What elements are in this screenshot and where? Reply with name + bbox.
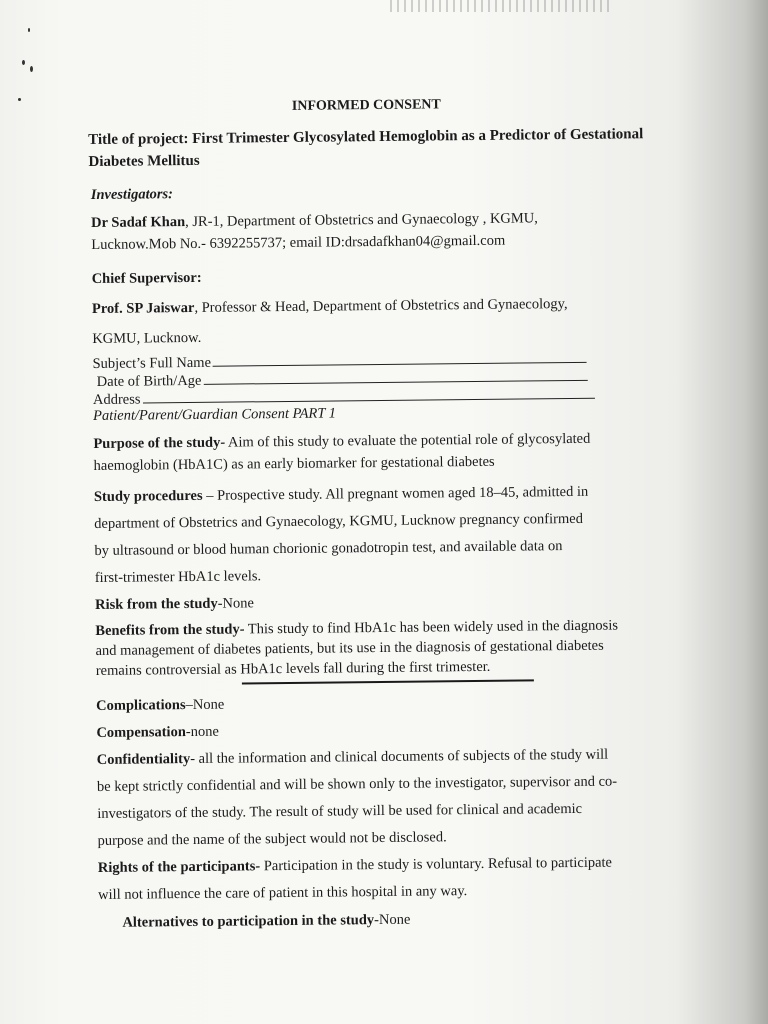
complications-value: –None [185,696,225,714]
address-label: Address [92,391,141,409]
benefits-line-1 [95,618,618,640]
alternatives-line [122,912,410,932]
confidentiality-text: - all the information and clinical documents of subjects of the study will [190,746,609,768]
purpose-text: Aim of this study to evaluate the potential role of glycosylated [225,430,591,451]
scan-speck [30,66,33,72]
investigator-details: , JR-1, Department of Obstetrics and Gynaecology , KGMU, [185,210,538,231]
rights-line-1 [98,855,612,877]
compensation-label: Compensation [96,724,186,741]
benefits-line-3: remains controversial as HbA1c levels fall during the first trimester. [95,658,491,679]
procedures-line-4: first-trimester HbA1c levels. [94,568,262,586]
confidentiality-label: Confidentiality [96,751,191,768]
purpose-label: Purpose of the study- [93,434,226,452]
confidentiality-line-2: be kept strictly confidential and will be shown only to the investigator, supervisor and co- [96,773,618,795]
dob-label: Date of Birth/Age [96,372,202,390]
full-name-label: Subject’s Full Name [92,354,212,373]
alternatives-label: Alternatives to participation in the study [122,912,375,931]
supervisor-details: , Professor & Head, Department of Obstetrics and Gynaecology, [194,296,568,316]
supervisor-line-2: KGMU, Lucknow. [92,329,202,348]
document-heading: INFORMED CONSENT [291,97,441,114]
investigator-line-1 [91,210,538,232]
supervisor-name: Prof. SP Jaiswar [91,299,195,318]
confidentiality-line-1 [97,747,609,769]
investigators-heading: Investigators: [90,186,174,204]
rights-text: Participation in the study is voluntary. Refusal to participate [260,854,613,875]
rights-label: Rights of the participants- [97,858,261,876]
procedures-line-1 [94,484,588,506]
compensation-line [96,724,219,742]
procedures-label: Study procedures [93,487,203,505]
complications-line [96,697,224,715]
project-title: Title of project: First Trimester Glycosylated Hemoglobin as a Predictor of Gestational Diabetes Mellitus [88,126,644,171]
scan-speck [18,98,21,101]
address-blank[interactable] [142,397,594,404]
confidentiality-line-4: purpose and the name of the subject would not be disclosed. [97,829,447,849]
benefits-line-2: and management of diabetes patients, but its use in the diagnosis of gestational diabetes [95,637,604,659]
procedures-text: – Prospective study. All pregnant women aged 18–45, admitted in [202,483,589,504]
risk-label: Risk from the study [95,595,218,613]
complications-label: Complications [96,697,186,714]
benefits-text: This study to find HbA1c has been widely used in the diagnosis [244,617,619,638]
risk-line [95,595,254,614]
scan-speck [28,28,30,32]
procedures-line-2: department of Obstetrics and Gynaecology, KGMU, Lucknow pregnancy confirmed [94,510,583,532]
risk-value: -None [217,595,255,612]
purpose-line-2: haemoglobin (HbA1C) as an early biomarker for gestational diabetes [93,453,495,474]
supervisor-line-1 [92,296,568,318]
confidentiality-line-3: investigators of the study. The result of study will be used for clinical and academic [97,800,583,822]
scan-noise [390,0,610,12]
purpose-line-1 [93,431,590,453]
procedures-line-3: by ultrasound or blood human chorionic gonadotropin test, and available data on [94,538,563,559]
investigator-line-2: Lucknow.Mob No.- 6392255737; email ID:drsadafkhan04@gmail.com [91,232,506,254]
consent-part-label: Patient/Parent/Guardian Consent PART 1 [93,405,337,424]
alternatives-value: -None [374,911,411,929]
chief-supervisor-heading: Chief Supervisor: [91,269,202,288]
benefits-label: Benefits from the study- [95,621,245,639]
rights-line-2: will not influence the care of patient in this hospital in any way. [98,883,468,903]
handwritten-underline [242,679,534,684]
compensation-value: -none [185,723,219,741]
scan-speck [22,60,25,65]
dob-blank[interactable] [203,379,587,385]
investigator-name: Dr Sadaf Khan [90,214,186,232]
full-name-blank[interactable] [213,361,587,367]
